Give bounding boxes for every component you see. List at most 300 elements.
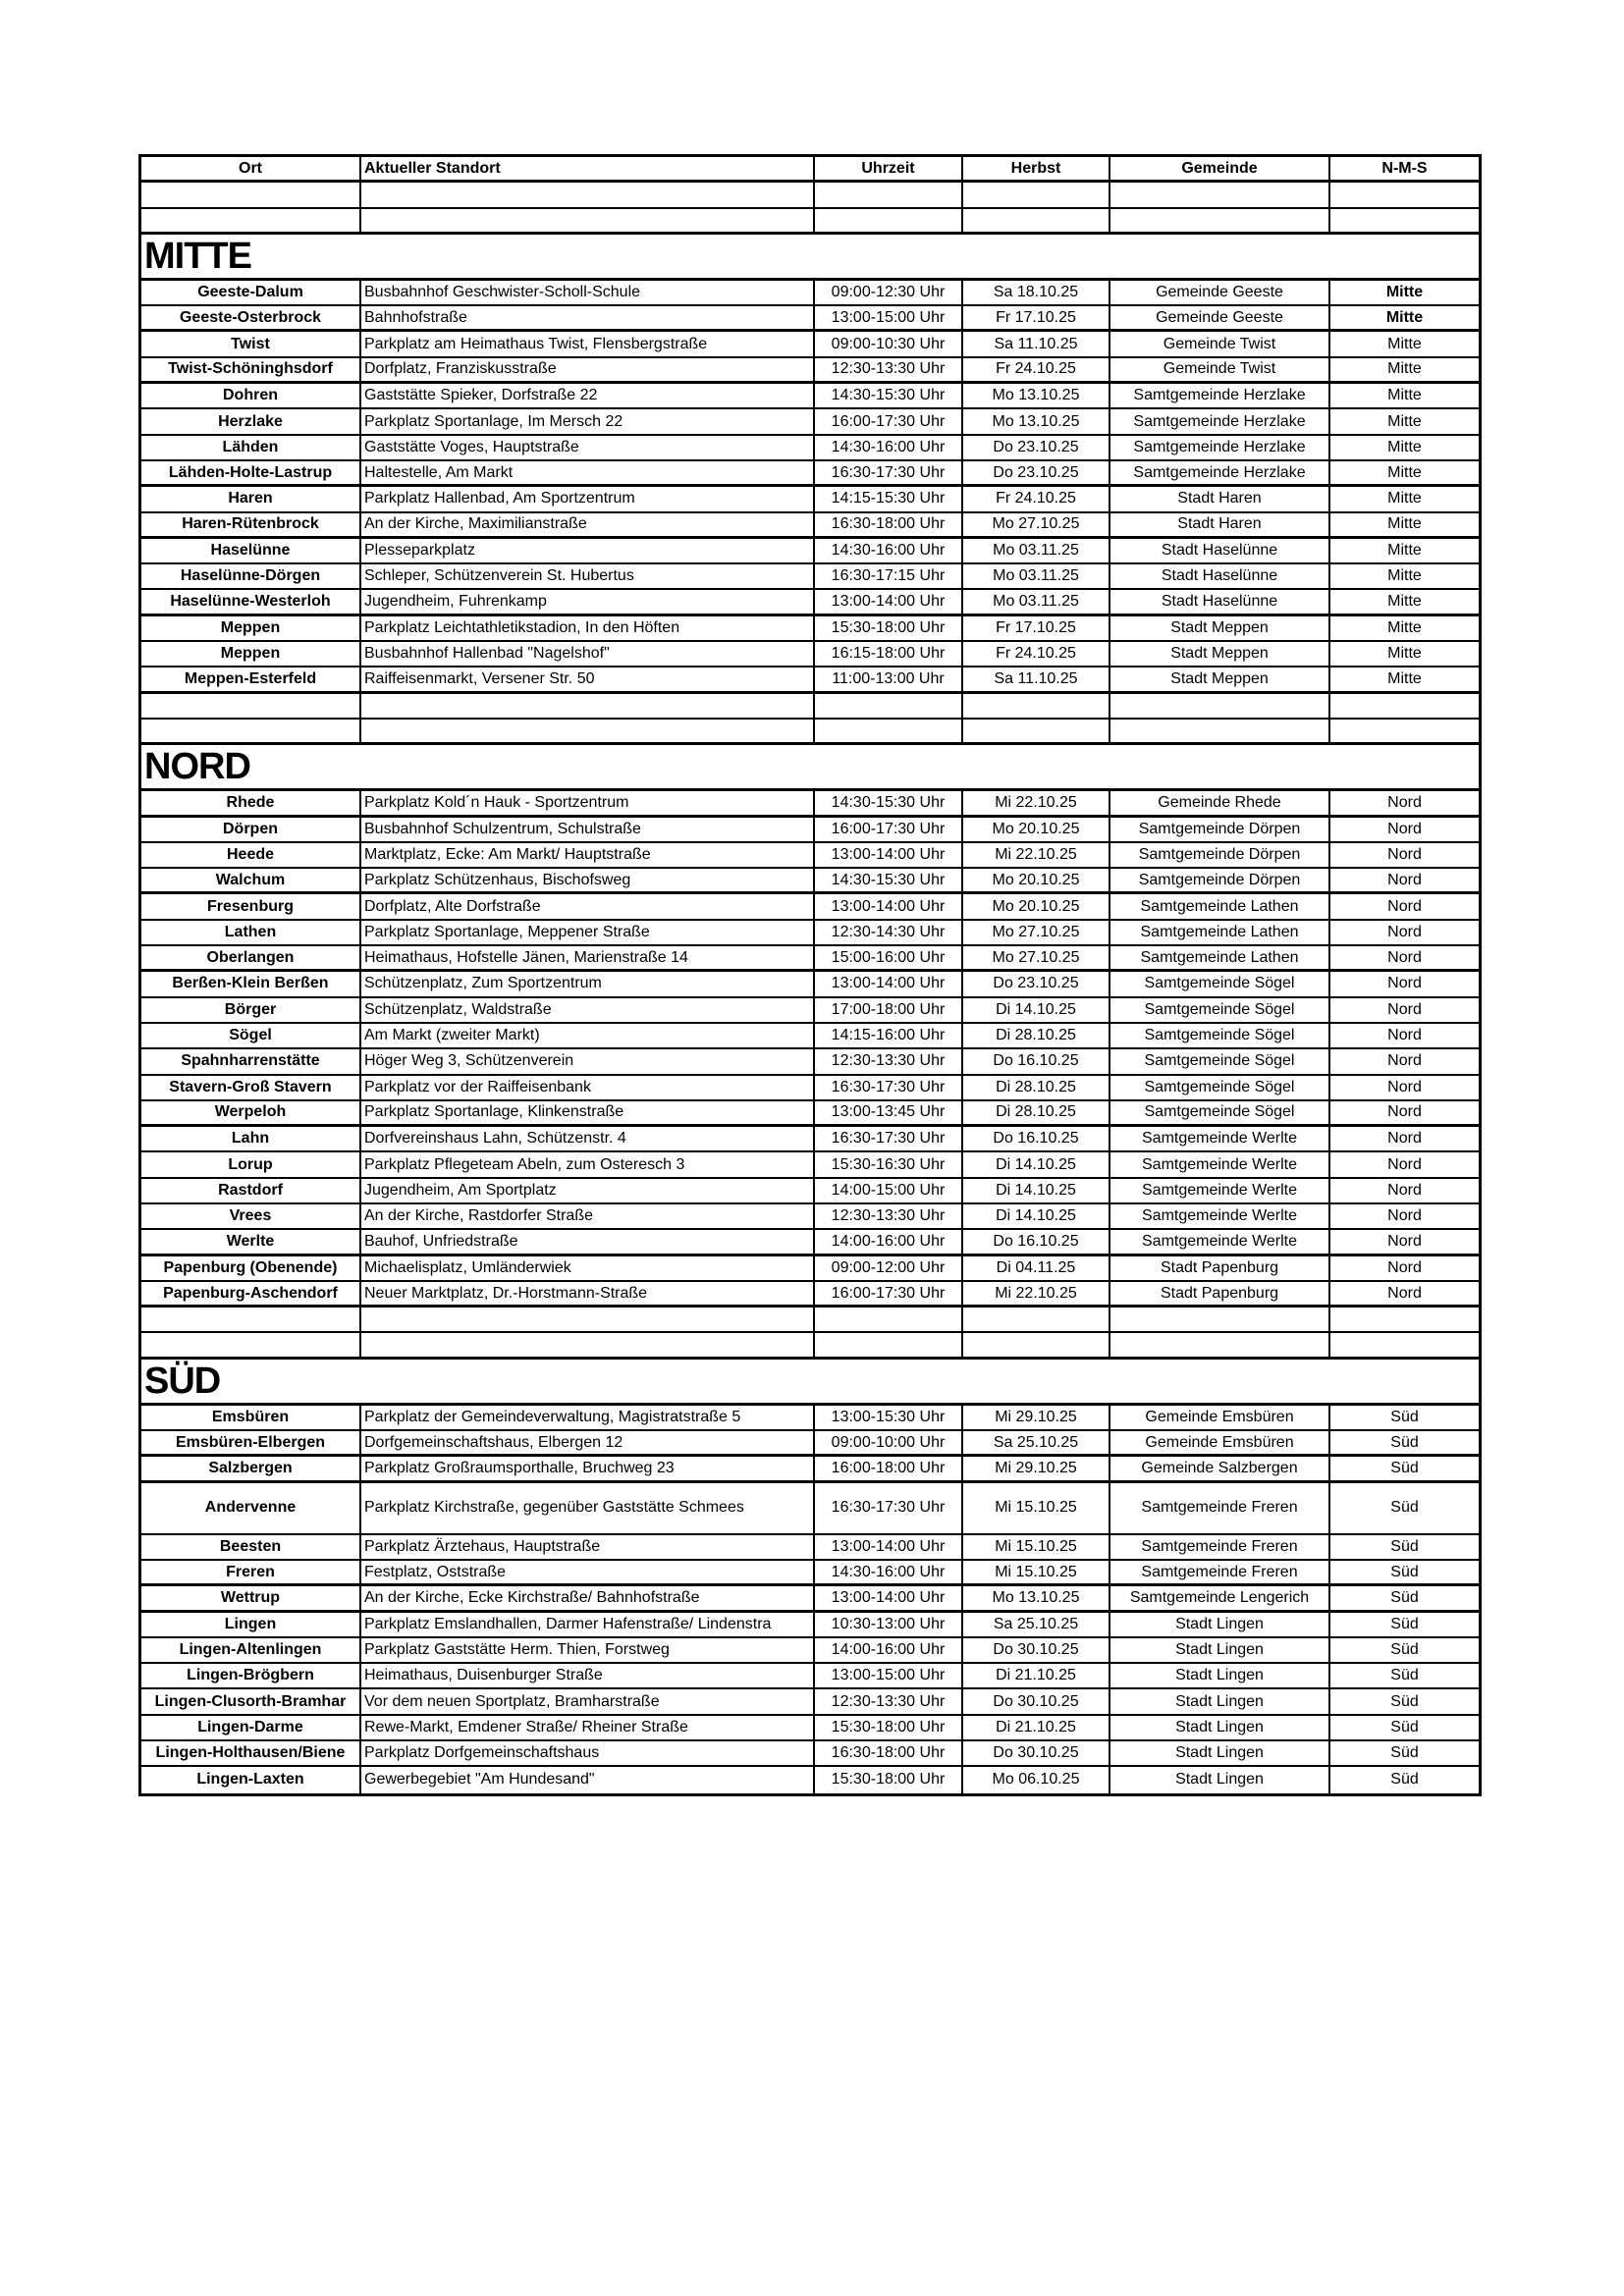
cell-herbst: Mi 22.10.25 <box>963 791 1110 814</box>
table-row <box>141 384 1479 409</box>
table-row <box>141 358 1479 384</box>
cell-standort: Jugendheim, Am Sportplatz <box>361 1179 815 1202</box>
cell-nms: Süd <box>1390 1499 1419 1517</box>
cell-herbst: Mi 29.10.25 <box>963 1457 1110 1479</box>
cell-uhrzeit: 14:30-16:00 Uhr <box>815 436 963 459</box>
cell-gemeinde: Stadt Lingen <box>1110 1741 1330 1765</box>
cell-standort: Schleper, Schützenverein St. Hubertus <box>361 564 815 588</box>
cell-standort: Busbahnhof Hallenbad "Nagelshof" <box>361 642 815 666</box>
cell-gemeinde: Stadt Lingen <box>1110 1613 1330 1636</box>
cell-gemeinde: Samtgemeinde Werlte <box>1110 1230 1330 1253</box>
header-cell-ort: Ort <box>141 157 361 180</box>
cell-gemeinde: Samtgemeinde Herzlake <box>1110 461 1330 484</box>
cell-ort <box>141 1308 361 1331</box>
cell-gemeinde: Samtgemeinde Dörpen <box>1110 818 1330 841</box>
cell-nms <box>1330 720 1479 742</box>
table-row <box>141 998 1479 1024</box>
cell-nms: Nord <box>1387 923 1422 940</box>
cell-uhrzeit: 16:00-17:30 Uhr <box>815 818 963 841</box>
cell-uhrzeit: 12:30-13:30 Uhr <box>815 1049 963 1073</box>
cell-standort: Parkplatz Ärztehaus, Hauptstraße <box>361 1535 815 1559</box>
cell-ort: Werpeloh <box>141 1101 361 1124</box>
cell-nms: Nord <box>1387 1155 1422 1173</box>
cell-herbst: Do 30.10.25 <box>963 1638 1110 1662</box>
cell-gemeinde: Gemeinde Emsbüren <box>1110 1406 1330 1429</box>
cell-uhrzeit: 16:30-17:15 Uhr <box>815 564 963 588</box>
cell-herbst: Do 30.10.25 <box>963 1689 1110 1713</box>
cell-nms: Nord <box>1387 1078 1422 1095</box>
table-row <box>141 818 1479 843</box>
cell-herbst: Mo 20.10.25 <box>963 818 1110 841</box>
cell-ort: Lingen-Clusorth-Bramhar <box>141 1689 361 1713</box>
cell-uhrzeit: 13:00-14:00 Uhr <box>815 894 963 918</box>
cell-nms: Nord <box>1387 1232 1422 1250</box>
cell-herbst: Mo 03.11.25 <box>963 564 1110 588</box>
table-row <box>141 590 1479 615</box>
table-row <box>141 1406 1479 1431</box>
cell-herbst: Mo 20.10.25 <box>963 869 1110 891</box>
cell-uhrzeit: 09:00-12:30 Uhr <box>815 281 963 304</box>
cell-ort: Lingen <box>141 1613 361 1636</box>
cell-ort: Werlte <box>141 1230 361 1253</box>
spacer-row <box>141 1333 1479 1359</box>
cell-uhrzeit: 13:00-14:00 Uhr <box>815 1586 963 1609</box>
cell-uhrzeit: 09:00-10:00 Uhr <box>815 1431 963 1454</box>
cell-gemeinde: Gemeinde Twist <box>1110 358 1330 381</box>
table-row <box>141 1152 1479 1178</box>
table-row <box>141 642 1479 667</box>
cell-herbst: Di 21.10.25 <box>963 1716 1110 1739</box>
table-row <box>141 436 1479 461</box>
cell-standort: Parkplatz am Heimathaus Twist, Flensbergstraße <box>361 332 815 355</box>
cell-standort: Schützenplatz, Waldstraße <box>361 998 815 1022</box>
cell-uhrzeit: 17:00-18:00 Uhr <box>815 998 963 1022</box>
cell-standort: Jugendheim, Fuhrenkamp <box>361 590 815 613</box>
header-cell-gemeinde: Gemeinde <box>1110 157 1330 180</box>
cell-nms: Mitte <box>1385 308 1424 326</box>
cell-standort: Parkplatz Hallenbad, Am Sportzentrum <box>361 487 815 510</box>
cell-uhrzeit: 16:30-17:30 Uhr <box>815 1076 963 1099</box>
cell-herbst: Do 16.10.25 <box>963 1049 1110 1073</box>
cell-herbst: Mo 13.10.25 <box>963 1586 1110 1609</box>
table-row <box>141 1076 1479 1101</box>
cell-uhrzeit: 14:15-16:00 Uhr <box>815 1024 963 1047</box>
cell-uhrzeit: 16:30-18:00 Uhr <box>815 513 963 536</box>
cell-uhrzeit: 16:30-17:30 Uhr <box>815 461 963 484</box>
cell-ort: Lingen-Holthausen/Biene <box>141 1741 361 1765</box>
cell-herbst: Mo 13.10.25 <box>963 409 1110 433</box>
cell-ort: Freren <box>141 1561 361 1583</box>
cell-herbst <box>963 1333 1110 1356</box>
cell-herbst <box>963 694 1110 718</box>
cell-gemeinde: Samtgemeinde Sögel <box>1110 998 1330 1022</box>
cell-ort: Andervenne <box>141 1483 361 1533</box>
cell-uhrzeit: 14:30-15:30 Uhr <box>815 791 963 814</box>
cell-nms: Mitte <box>1387 335 1422 352</box>
cell-uhrzeit: 13:00-14:00 Uhr <box>815 590 963 613</box>
cell-gemeinde: Gemeinde Salzbergen <box>1110 1457 1330 1479</box>
cell-ort: Dörpen <box>141 818 361 841</box>
table-row <box>141 972 1479 997</box>
table-row <box>141 1431 1479 1457</box>
cell-standort: Parkplatz Dorfgemeinschaftshaus <box>361 1741 815 1765</box>
section-label: SÜD <box>144 1360 221 1402</box>
cell-ort: Twist-Schöninghsdorf <box>141 358 361 381</box>
cell-ort <box>141 694 361 718</box>
cell-nms: Mitte <box>1387 593 1422 611</box>
schedule-table <box>138 154 1482 1796</box>
table-row <box>141 513 1479 539</box>
cell-herbst: Di 14.10.25 <box>963 998 1110 1022</box>
cell-nms: Mitte <box>1387 360 1422 378</box>
cell-herbst <box>963 1308 1110 1331</box>
cell-gemeinde: Samtgemeinde Werlte <box>1110 1152 1330 1176</box>
cell-uhrzeit: 16:15-18:00 Uhr <box>815 642 963 666</box>
spacer-row <box>141 183 1479 208</box>
cell-standort: Vor dem neuen Sportplatz, Bramharstraße <box>361 1689 815 1713</box>
cell-herbst: Mi 22.10.25 <box>963 843 1110 867</box>
cell-ort: Emsbüren-Elbergen <box>141 1431 361 1454</box>
cell-herbst: Fr 17.10.25 <box>963 306 1110 329</box>
cell-standort: Michaelisplatz, Umländerwiek <box>361 1256 815 1280</box>
cell-ort: Haren-Rütenbrock <box>141 513 361 536</box>
table-row <box>141 791 1479 817</box>
cell-herbst: Sa 11.10.25 <box>963 667 1110 690</box>
cell-ort: Spahnharrenstätte <box>141 1049 361 1073</box>
cell-gemeinde: Samtgemeinde Freren <box>1110 1483 1330 1533</box>
cell-standort: Heimathaus, Duisenburger Straße <box>361 1664 815 1687</box>
cell-uhrzeit <box>815 183 963 206</box>
cell-nms: Süd <box>1390 1460 1419 1476</box>
table-row <box>141 894 1479 920</box>
cell-herbst: Di 14.10.25 <box>963 1152 1110 1176</box>
cell-uhrzeit: 16:00-17:30 Uhr <box>815 1282 963 1305</box>
table-row <box>141 1561 1479 1586</box>
cell-gemeinde: Stadt Lingen <box>1110 1716 1330 1739</box>
section-label: NORD <box>144 746 250 788</box>
cell-gemeinde: Samtgemeinde Dörpen <box>1110 843 1330 867</box>
cell-standort <box>361 1333 815 1356</box>
cell-gemeinde: Samtgemeinde Werlte <box>1110 1204 1330 1228</box>
cell-standort: Marktplatz, Ecke: Am Markt/ Hauptstraße <box>361 843 815 867</box>
table-row <box>141 1024 1479 1049</box>
cell-nms: Süd <box>1390 1408 1419 1425</box>
cell-herbst: Do 16.10.25 <box>963 1127 1110 1150</box>
cell-ort <box>141 720 361 742</box>
cell-ort <box>141 209 361 232</box>
cell-gemeinde: Stadt Lingen <box>1110 1638 1330 1662</box>
table-row <box>141 1716 1479 1741</box>
cell-herbst <box>963 209 1110 232</box>
cell-uhrzeit: 15:30-18:00 Uhr <box>815 1716 963 1739</box>
cell-uhrzeit: 13:00-13:45 Uhr <box>815 1101 963 1124</box>
cell-gemeinde: Stadt Meppen <box>1110 616 1330 640</box>
cell-herbst: Fr 17.10.25 <box>963 616 1110 640</box>
cell-nms <box>1330 209 1479 232</box>
cell-uhrzeit: 12:30-14:30 Uhr <box>815 921 963 944</box>
cell-uhrzeit: 16:30-17:30 Uhr <box>815 1127 963 1150</box>
cell-ort: Haselünne-Dörgen <box>141 564 361 588</box>
table-row <box>141 281 1479 306</box>
cell-standort <box>361 694 815 718</box>
cell-standort: Am Markt (zweiter Markt) <box>361 1024 815 1047</box>
cell-nms: Nord <box>1387 1284 1422 1302</box>
spacer-row <box>141 209 1479 235</box>
cell-uhrzeit: 14:30-15:30 Uhr <box>815 384 963 407</box>
cell-gemeinde: Stadt Haselünne <box>1110 539 1330 562</box>
cell-standort: Dorfplatz, Franziskusstraße <box>361 358 815 381</box>
cell-nms: Mitte <box>1387 542 1422 559</box>
cell-ort: Geeste-Osterbrock <box>141 306 361 329</box>
cell-ort: Twist <box>141 332 361 355</box>
cell-uhrzeit: 13:00-14:00 Uhr <box>815 843 963 867</box>
cell-herbst: Di 28.10.25 <box>963 1101 1110 1124</box>
cell-standort: Neuer Marktplatz, Dr.-Horstmann-Straße <box>361 1282 815 1305</box>
table-row <box>141 1256 1479 1282</box>
cell-nms: Nord <box>1387 897 1422 915</box>
header-row <box>141 157 1479 183</box>
cell-gemeinde: Stadt Haren <box>1110 487 1330 510</box>
cell-ort: Beesten <box>141 1535 361 1559</box>
cell-standort <box>361 720 815 742</box>
table-row <box>141 332 1479 357</box>
table-row <box>141 1282 1479 1308</box>
table-row <box>141 564 1479 590</box>
cell-uhrzeit <box>815 720 963 742</box>
cell-standort: Parkplatz Kold´n Hauk - Sportzentrum <box>361 791 815 814</box>
cell-herbst: Di 14.10.25 <box>963 1204 1110 1228</box>
cell-herbst: Mi 15.10.25 <box>963 1535 1110 1559</box>
cell-uhrzeit <box>815 1333 963 1356</box>
cell-ort: Sögel <box>141 1024 361 1047</box>
cell-standort: Parkplatz Großraumsporthalle, Bruchweg 23 <box>361 1457 815 1479</box>
cell-ort: Lingen-Laxten <box>141 1767 361 1792</box>
cell-nms: Mitte <box>1387 412 1422 430</box>
cell-gemeinde: Samtgemeinde Sögel <box>1110 1101 1330 1124</box>
cell-nms: Nord <box>1387 820 1422 837</box>
cell-gemeinde: Samtgemeinde Sögel <box>1110 972 1330 995</box>
cell-uhrzeit: 09:00-12:00 Uhr <box>815 1256 963 1280</box>
table-row <box>141 869 1479 894</box>
cell-uhrzeit: 14:00-16:00 Uhr <box>815 1230 963 1253</box>
cell-ort: Meppen <box>141 616 361 640</box>
header-cell-standort: Aktueller Standort <box>361 157 815 180</box>
cell-ort: Stavern-Groß Stavern <box>141 1076 361 1099</box>
cell-herbst: Mo 27.10.25 <box>963 513 1110 536</box>
cell-uhrzeit: 10:30-13:00 Uhr <box>815 1613 963 1636</box>
cell-ort: Salzbergen <box>141 1457 361 1479</box>
cell-gemeinde: Samtgemeinde Werlte <box>1110 1179 1330 1202</box>
cell-standort: Gewerbegebiet "Am Hundesand" <box>361 1767 815 1792</box>
cell-herbst: Do 23.10.25 <box>963 461 1110 484</box>
cell-nms: Mitte <box>1387 490 1422 507</box>
cell-ort <box>141 183 361 206</box>
cell-uhrzeit: 09:00-10:30 Uhr <box>815 332 963 355</box>
cell-uhrzeit: 16:30-17:30 Uhr <box>815 1483 963 1533</box>
cell-nms: Nord <box>1387 975 1422 992</box>
cell-herbst: Mi 15.10.25 <box>963 1483 1110 1533</box>
cell-herbst: Mo 06.10.25 <box>963 1767 1110 1792</box>
cell-nms: Nord <box>1387 948 1422 966</box>
spacer-row <box>141 720 1479 745</box>
cell-uhrzeit: 15:30-16:30 Uhr <box>815 1152 963 1176</box>
cell-uhrzeit: 11:00-13:00 Uhr <box>815 667 963 690</box>
cell-standort: Höger Weg 3, Schützenverein <box>361 1049 815 1073</box>
cell-ort: Rhede <box>141 791 361 814</box>
cell-uhrzeit: 13:00-14:00 Uhr <box>815 972 963 995</box>
cell-gemeinde: Samtgemeinde Herzlake <box>1110 436 1330 459</box>
cell-ort: Lähden <box>141 436 361 459</box>
cell-ort: Herzlake <box>141 409 361 433</box>
cell-nms: Süd <box>1390 1692 1419 1710</box>
cell-nms: Süd <box>1390 1667 1419 1684</box>
cell-nms <box>1330 183 1479 206</box>
cell-nms: Nord <box>1387 1103 1422 1121</box>
table-row <box>141 843 1479 869</box>
cell-gemeinde: Samtgemeinde Lathen <box>1110 894 1330 918</box>
cell-gemeinde: Gemeinde Emsbüren <box>1110 1431 1330 1454</box>
cell-standort: Parkplatz Gaststätte Herm. Thien, Forstweg <box>361 1638 815 1662</box>
cell-standort <box>361 1308 815 1331</box>
cell-herbst: Mo 03.11.25 <box>963 539 1110 562</box>
cell-ort: Lingen-Brögbern <box>141 1664 361 1687</box>
cell-herbst: Mo 13.10.25 <box>963 384 1110 407</box>
cell-ort: Heede <box>141 843 361 867</box>
table-row <box>141 1204 1479 1230</box>
table-row <box>141 487 1479 512</box>
cell-herbst: Mi 22.10.25 <box>963 1282 1110 1305</box>
cell-standort: Parkplatz Kirchstraße, gegenüber Gaststätte Schmees <box>361 1483 815 1533</box>
cell-gemeinde: Stadt Haren <box>1110 513 1330 536</box>
cell-ort <box>141 1333 361 1356</box>
cell-standort: Busbahnhof Schulzentrum, Schulstraße <box>361 818 815 841</box>
cell-uhrzeit: 13:00-15:30 Uhr <box>815 1406 963 1429</box>
cell-gemeinde: Gemeinde Geeste <box>1110 306 1330 329</box>
cell-standort <box>361 183 815 206</box>
cell-standort: Gaststätte Spieker, Dorfstraße 22 <box>361 384 815 407</box>
cell-nms: Süd <box>1390 1744 1419 1762</box>
cell-ort: Wettrup <box>141 1586 361 1609</box>
cell-gemeinde: Samtgemeinde Werlte <box>1110 1127 1330 1150</box>
cell-standort <box>361 209 815 232</box>
cell-ort: Lahn <box>141 1127 361 1150</box>
cell-standort: Parkplatz Sportanlage, Im Mersch 22 <box>361 409 815 433</box>
cell-standort: Parkplatz Sportanlage, Meppener Straße <box>361 921 815 944</box>
cell-nms: Mitte <box>1387 387 1422 404</box>
cell-standort: An der Kirche, Rastdorfer Straße <box>361 1204 815 1228</box>
cell-nms: Mitte <box>1387 645 1422 663</box>
cell-nms: Süd <box>1390 1588 1419 1606</box>
cell-ort: Börger <box>141 998 361 1022</box>
cell-nms: Süd <box>1390 1615 1419 1632</box>
cell-standort: Raiffeisenmarkt, Versener Str. 50 <box>361 667 815 690</box>
cell-uhrzeit <box>815 1308 963 1331</box>
cell-gemeinde: Stadt Papenburg <box>1110 1256 1330 1280</box>
table-row <box>141 1101 1479 1127</box>
cell-ort: Dohren <box>141 384 361 407</box>
cell-herbst: Di 21.10.25 <box>963 1664 1110 1687</box>
table-row <box>141 1127 1479 1152</box>
table-row <box>141 921 1479 946</box>
cell-herbst: Mi 29.10.25 <box>963 1406 1110 1429</box>
cell-standort: Parkplatz der Gemeindeverwaltung, Magistratstraße 5 <box>361 1406 815 1429</box>
cell-uhrzeit: 14:00-15:00 Uhr <box>815 1179 963 1202</box>
table-row <box>141 1179 1479 1204</box>
cell-gemeinde <box>1110 183 1330 206</box>
cell-herbst: Sa 25.10.25 <box>963 1431 1110 1454</box>
header-cell-nms: N-M-S <box>1381 159 1428 177</box>
cell-nms: Mitte <box>1387 515 1422 533</box>
cell-gemeinde: Samtgemeinde Lathen <box>1110 921 1330 944</box>
cell-gemeinde: Samtgemeinde Dörpen <box>1110 869 1330 891</box>
cell-ort: Papenburg (Obenende) <box>141 1256 361 1280</box>
cell-herbst: Do 16.10.25 <box>963 1230 1110 1253</box>
cell-herbst: Di 28.10.25 <box>963 1076 1110 1099</box>
cell-standort: Parkplatz Emslandhallen, Darmer Hafenstraße/ Lindenstra <box>361 1613 815 1636</box>
cell-gemeinde: Gemeinde Rhede <box>1110 791 1330 814</box>
cell-standort: Parkplatz Schützenhaus, Bischofsweg <box>361 869 815 891</box>
cell-nms: Mitte <box>1387 618 1422 636</box>
cell-uhrzeit: 14:15-15:30 Uhr <box>815 487 963 510</box>
cell-gemeinde: Samtgemeinde Freren <box>1110 1535 1330 1559</box>
cell-gemeinde <box>1110 1333 1330 1356</box>
cell-nms: Süd <box>1390 1718 1419 1735</box>
cell-gemeinde <box>1110 1308 1330 1331</box>
cell-herbst: Do 30.10.25 <box>963 1741 1110 1765</box>
cell-herbst <box>963 720 1110 742</box>
cell-uhrzeit: 14:30-16:00 Uhr <box>815 1561 963 1583</box>
cell-herbst: Do 23.10.25 <box>963 436 1110 459</box>
spacer-row <box>141 1308 1479 1333</box>
cell-uhrzeit: 13:00-15:00 Uhr <box>815 1664 963 1687</box>
cell-herbst: Mo 27.10.25 <box>963 946 1110 969</box>
cell-gemeinde: Samtgemeinde Herzlake <box>1110 384 1330 407</box>
cell-standort: Bauhof, Unfriedstraße <box>361 1230 815 1253</box>
cell-uhrzeit: 16:00-18:00 Uhr <box>815 1457 963 1479</box>
cell-ort: Haselünne-Westerloh <box>141 590 361 613</box>
cell-herbst: Mi 15.10.25 <box>963 1561 1110 1583</box>
cell-herbst: Di 04.11.25 <box>963 1256 1110 1280</box>
cell-nms: Nord <box>1387 793 1422 811</box>
cell-nms: Nord <box>1387 871 1422 888</box>
cell-ort: Vrees <box>141 1204 361 1228</box>
cell-uhrzeit: 15:30-18:00 Uhr <box>815 1767 963 1792</box>
table-row <box>141 461 1479 487</box>
cell-ort: Meppen-Esterfeld <box>141 667 361 690</box>
cell-gemeinde: Gemeinde Geeste <box>1110 281 1330 304</box>
cell-nms: Mitte <box>1387 669 1422 687</box>
cell-gemeinde: Samtgemeinde Lengerich <box>1110 1586 1330 1609</box>
cell-uhrzeit: 16:00-17:30 Uhr <box>815 409 963 433</box>
cell-nms: Nord <box>1387 1027 1422 1044</box>
cell-standort: An der Kirche, Ecke Kirchstraße/ Bahnhofstraße <box>361 1586 815 1609</box>
cell-standort: An der Kirche, Maximilianstraße <box>361 513 815 536</box>
cell-standort: Bahnhofstraße <box>361 306 815 329</box>
table-row <box>141 539 1479 564</box>
cell-standort: Dorfplatz, Alte Dorfstraße <box>361 894 815 918</box>
cell-uhrzeit: 15:00-16:00 Uhr <box>815 946 963 969</box>
cell-ort: Emsbüren <box>141 1406 361 1429</box>
cell-uhrzeit: 16:30-18:00 Uhr <box>815 1741 963 1765</box>
cell-uhrzeit: 14:30-16:00 Uhr <box>815 539 963 562</box>
cell-gemeinde: Stadt Haselünne <box>1110 564 1330 588</box>
cell-gemeinde <box>1110 694 1330 718</box>
cell-ort: Lingen-Altenlingen <box>141 1638 361 1662</box>
cell-gemeinde: Samtgemeinde Lathen <box>1110 946 1330 969</box>
cell-gemeinde: Stadt Haselünne <box>1110 590 1330 613</box>
cell-standort: Parkplatz vor der Raiffeisenbank <box>361 1076 815 1099</box>
header-cell-uhrzeit: Uhrzeit <box>815 157 963 180</box>
